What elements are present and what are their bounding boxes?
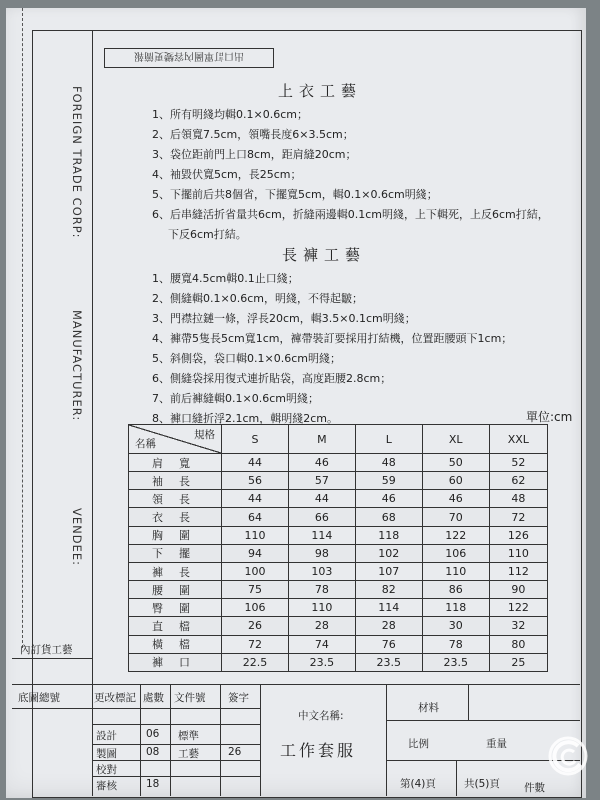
size-value-cell: 100 bbox=[222, 562, 289, 580]
size-value-cell: 75 bbox=[222, 581, 289, 599]
size-value-cell: 52 bbox=[489, 454, 547, 472]
size-value-cell: 50 bbox=[422, 454, 489, 472]
size-value-cell: 57 bbox=[288, 472, 355, 490]
tb-v1 bbox=[92, 684, 93, 796]
table-row bbox=[129, 508, 548, 526]
size-value-cell: 110 bbox=[222, 526, 289, 544]
size-value-cell: 122 bbox=[422, 526, 489, 544]
trousers-line-4: 4、褲帶5隻長5cm寬1cm，褲帶裝訂要採用打結機，位置距腰頭下1cm； bbox=[152, 332, 513, 345]
table-row bbox=[129, 490, 548, 508]
tb-v4 bbox=[220, 684, 221, 796]
trousers-line-8: 8、褲口縫折浮2.1cm，輯明綫2cm。 bbox=[152, 412, 339, 425]
size-header: L bbox=[355, 425, 422, 454]
row-name-cell: 褲長 bbox=[129, 562, 222, 580]
table-row bbox=[129, 544, 548, 562]
size-value-cell: 106 bbox=[422, 544, 489, 562]
jacket-line-1: 1、所有明綫均輯0.1×0.6cm； bbox=[152, 108, 308, 121]
size-value-cell: 66 bbox=[288, 508, 355, 526]
jacket-craft-title: 上衣工藝 bbox=[278, 82, 363, 100]
title-block-row5 bbox=[92, 760, 260, 761]
table-row bbox=[129, 562, 548, 580]
size-value-cell: 114 bbox=[288, 526, 355, 544]
file-no-label: 文件號 bbox=[174, 692, 206, 704]
trousers-line-1: 1、腰寬4.5cm輯0.1止口綫； bbox=[152, 272, 299, 285]
unit-label: 單位:cm bbox=[526, 410, 573, 424]
size-value-cell: 72 bbox=[489, 508, 547, 526]
diagonal-header-cell bbox=[129, 425, 222, 454]
title-block-right-row1 bbox=[386, 720, 580, 721]
size-value-cell: 22.5 bbox=[222, 653, 289, 671]
cn-name-label: 中文名稱: bbox=[298, 710, 344, 722]
trousers-line-5: 5、斜側袋，袋口輯0.1×0.6cm明綫； bbox=[152, 352, 341, 365]
row-name-cell: 臀圍 bbox=[129, 599, 222, 617]
size-value-cell: 60 bbox=[422, 472, 489, 490]
size-value-cell: 44 bbox=[222, 454, 289, 472]
table-row bbox=[129, 653, 548, 671]
size-value-cell: 28 bbox=[288, 617, 355, 635]
size-value-cell: 48 bbox=[355, 454, 422, 472]
table-row bbox=[129, 635, 548, 653]
size-value-cell: 32 bbox=[489, 617, 547, 635]
table-header-row bbox=[129, 425, 548, 454]
size-value-cell: 90 bbox=[489, 581, 547, 599]
table-row bbox=[129, 526, 548, 544]
size-value-cell: 112 bbox=[489, 562, 547, 580]
size-value-cell: 25 bbox=[489, 653, 547, 671]
jacket-line-7: 下反6cm打結。 bbox=[168, 228, 247, 241]
size-value-cell: 56 bbox=[222, 472, 289, 490]
size-value-cell: 94 bbox=[222, 544, 289, 562]
standard-label: 標準 bbox=[178, 730, 199, 742]
jacket-line-2: 2、后領寬7.5cm，領嘴長度6×3.5cm； bbox=[152, 128, 354, 141]
trousers-line-3: 3、門襟拉鏈一條，浮長20cm，輯3.5×0.1cm明綫； bbox=[152, 312, 416, 325]
material-label: 材料 bbox=[418, 702, 439, 714]
review-value: 18 bbox=[146, 778, 160, 790]
inner-order-line bbox=[12, 658, 92, 659]
scale-label: 比例 bbox=[408, 738, 429, 750]
size-value-cell: 102 bbox=[355, 544, 422, 562]
table-row bbox=[129, 472, 548, 490]
tb-v7 bbox=[456, 760, 457, 796]
size-value-cell: 59 bbox=[355, 472, 422, 490]
size-value-cell: 62 bbox=[489, 472, 547, 490]
table-row bbox=[129, 454, 548, 472]
size-value-cell: 64 bbox=[222, 508, 289, 526]
tb-v2 bbox=[140, 684, 141, 796]
size-value-cell: 48 bbox=[489, 490, 547, 508]
row-name-cell: 肩寬 bbox=[129, 454, 222, 472]
title-block-row6 bbox=[92, 776, 260, 777]
table-row bbox=[129, 581, 548, 599]
jacket-line-3: 3、袋位距前門上口8cm，距肩縫20cm； bbox=[152, 148, 357, 161]
row-name-cell: 腰圍 bbox=[129, 581, 222, 599]
size-value-cell: 118 bbox=[355, 526, 422, 544]
table-row bbox=[129, 599, 548, 617]
size-value-cell: 28 bbox=[355, 617, 422, 635]
size-value-cell: 68 bbox=[355, 508, 422, 526]
size-value-cell: 44 bbox=[288, 490, 355, 508]
binding-margin-line bbox=[92, 30, 93, 684]
size-value-cell: 46 bbox=[422, 490, 489, 508]
title-block-row3 bbox=[92, 724, 260, 725]
size-value-cell: 70 bbox=[422, 508, 489, 526]
size-value-cell: 82 bbox=[355, 581, 422, 599]
make-label: 製圖 bbox=[96, 748, 117, 760]
page-number: 第(4)頁 bbox=[400, 778, 436, 790]
row-name-cell: 袖長 bbox=[129, 472, 222, 490]
make-value: 08 bbox=[146, 746, 160, 758]
size-value-cell: 23.5 bbox=[422, 653, 489, 671]
title-block-top bbox=[12, 684, 580, 685]
size-header: XXL bbox=[489, 425, 547, 454]
spec-corner-label: 規格 bbox=[194, 429, 215, 441]
size-value-cell: 103 bbox=[288, 562, 355, 580]
document-sheet bbox=[6, 8, 586, 798]
size-value-cell: 78 bbox=[422, 635, 489, 653]
row-name-cell: 下擺 bbox=[129, 544, 222, 562]
change-mark-label: 更改標記 bbox=[94, 692, 136, 704]
trousers-craft-title: 長褲工藝 bbox=[282, 246, 367, 264]
size-value-cell: 72 bbox=[222, 635, 289, 653]
name-corner-label: 名稱 bbox=[135, 438, 156, 450]
size-value-cell: 118 bbox=[422, 599, 489, 617]
size-value-cell: 26 bbox=[222, 617, 289, 635]
watermark-logo-icon bbox=[548, 736, 588, 776]
inner-order-label: 內訂貨工藝 bbox=[20, 644, 73, 656]
extra-label: 件數 bbox=[524, 782, 545, 794]
product-name: 工作套服 bbox=[280, 741, 357, 760]
review-label: 審核 bbox=[96, 780, 117, 792]
size-value-cell: 126 bbox=[489, 526, 547, 544]
drawing-no-label: 底圖總號 bbox=[18, 692, 60, 704]
tb-v3 bbox=[170, 684, 171, 796]
title-block-row2 bbox=[12, 708, 260, 709]
change-brief-stamp: 出口訂單圖內容變更簡報 bbox=[104, 48, 274, 68]
craft-label: 工藝 bbox=[178, 748, 199, 760]
size-header: M bbox=[288, 425, 355, 454]
size-value-cell: 86 bbox=[422, 581, 489, 599]
design-value: 06 bbox=[146, 728, 160, 740]
title-block-row4 bbox=[92, 744, 260, 745]
row-name-cell: 橫檔 bbox=[129, 635, 222, 653]
row-name-cell: 褲口 bbox=[129, 653, 222, 671]
row-name-cell: 直檔 bbox=[129, 617, 222, 635]
jacket-line-6: 6、后串縫活折省量共6cm，折縫兩邊輯0.1cm明綫，上下輯死，上反6cm打結， bbox=[152, 208, 549, 221]
trousers-line-6: 6、側縫袋採用復式連折貼袋，高度距腰2.8cm； bbox=[152, 372, 392, 385]
size-value-cell: 110 bbox=[422, 562, 489, 580]
size-value-cell: 80 bbox=[489, 635, 547, 653]
foreign-trade-label: FOREIGN TRADE CORP: bbox=[70, 86, 84, 239]
tb-v5 bbox=[260, 684, 261, 796]
size-value-cell: 23.5 bbox=[288, 653, 355, 671]
manufacturer-label: MANUFACTURER: bbox=[70, 310, 84, 422]
size-spec-table bbox=[128, 424, 548, 672]
size-value-cell: 110 bbox=[489, 544, 547, 562]
craft-value: 26 bbox=[228, 746, 242, 758]
jacket-line-5: 5、下擺前后共8個省，下擺寬5cm，輯0.1×0.6cm明綫； bbox=[152, 188, 438, 201]
tb-v6 bbox=[386, 684, 387, 796]
size-header: S bbox=[222, 425, 289, 454]
size-value-cell: 46 bbox=[288, 454, 355, 472]
size-value-cell: 98 bbox=[288, 544, 355, 562]
weight-label: 重量 bbox=[486, 738, 507, 750]
size-value-cell: 46 bbox=[355, 490, 422, 508]
size-value-cell: 76 bbox=[355, 635, 422, 653]
trousers-line-7: 7、前后褲縫輯0.1×0.6cm明綫； bbox=[152, 392, 319, 405]
count-label: 處數 bbox=[143, 692, 164, 704]
vendee-label: VENDEE: bbox=[70, 508, 84, 566]
size-value-cell: 23.5 bbox=[355, 653, 422, 671]
row-name-cell: 衣長 bbox=[129, 508, 222, 526]
size-value-cell: 110 bbox=[288, 599, 355, 617]
size-value-cell: 114 bbox=[355, 599, 422, 617]
proof-label: 校對 bbox=[96, 764, 117, 776]
tb-v8 bbox=[468, 684, 469, 720]
size-value-cell: 44 bbox=[222, 490, 289, 508]
size-value-cell: 107 bbox=[355, 562, 422, 580]
fold-line bbox=[22, 8, 23, 648]
size-value-cell: 78 bbox=[288, 581, 355, 599]
row-name-cell: 胸圍 bbox=[129, 526, 222, 544]
signature-label: 簽字 bbox=[228, 692, 249, 704]
size-value-cell: 122 bbox=[489, 599, 547, 617]
size-header: XL bbox=[422, 425, 489, 454]
table-row bbox=[129, 617, 548, 635]
total-pages: 共(5)頁 bbox=[464, 778, 500, 790]
size-value-cell: 106 bbox=[222, 599, 289, 617]
trousers-line-2: 2、側縫輯0.1×0.6cm，明綫，不得起皺； bbox=[152, 292, 363, 305]
design-label: 設計 bbox=[96, 730, 117, 742]
size-value-cell: 74 bbox=[288, 635, 355, 653]
size-value-cell: 30 bbox=[422, 617, 489, 635]
row-name-cell: 領長 bbox=[129, 490, 222, 508]
jacket-line-4: 4、袖毀伏寬5cm，長25cm； bbox=[152, 168, 302, 181]
